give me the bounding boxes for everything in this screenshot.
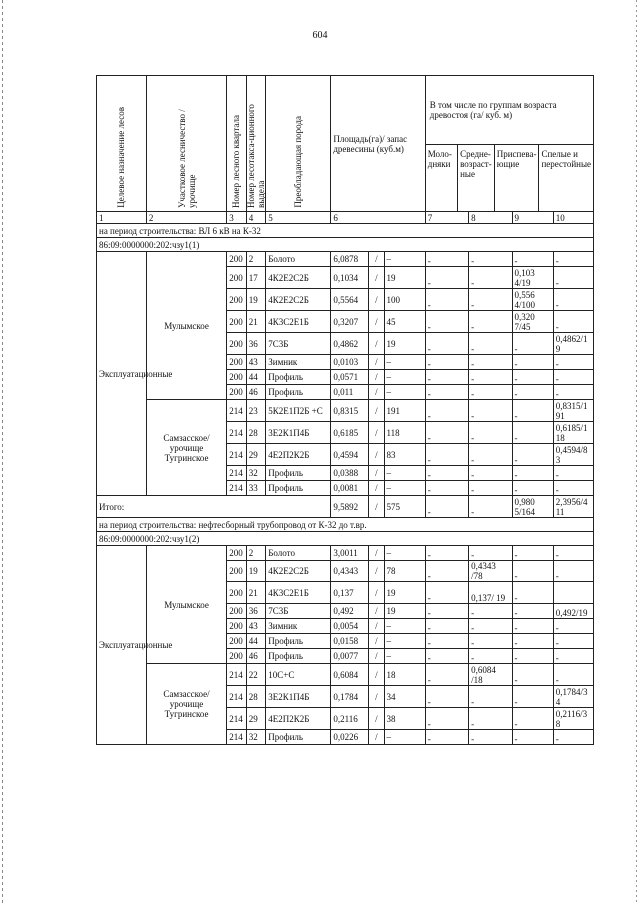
column-number: 7 [425, 212, 468, 224]
stand-cell: 28 [246, 422, 266, 444]
total-mature: 2,3956/4 11 [553, 496, 593, 518]
species-cell: 4К2Е2С2Б [266, 267, 331, 289]
column-number: 8 [469, 212, 512, 224]
young-cell: - [425, 252, 468, 267]
quarter-cell: 200 [227, 582, 247, 604]
volume-cell: – [384, 649, 425, 664]
volume-cell: – [384, 546, 425, 561]
mature-cell: - [553, 619, 593, 634]
period-label: на период строительства: нефтесборный трубопровод от К-32 до т.вр. [97, 518, 594, 532]
volume-cell: – [384, 481, 425, 496]
volume-cell: 19 [384, 267, 425, 289]
young-cell: - [425, 311, 468, 333]
slash-cell: / [369, 686, 384, 708]
stand-cell: 46 [246, 385, 266, 400]
species-cell: Профиль [266, 466, 331, 481]
young-cell: - [425, 289, 468, 311]
area-cell: 3,0011 [331, 546, 369, 561]
period-label: на период строительства: ВЛ 6 кВ на К-32 [97, 224, 594, 238]
area-cell: 0,011 [331, 385, 369, 400]
species-cell: 4К3С2Е1Б [266, 582, 331, 604]
quarter-cell: 200 [227, 252, 247, 267]
page-number: 604 [312, 30, 328, 41]
mature-cell: - [553, 664, 593, 686]
young-cell: - [425, 333, 468, 355]
mature-cell [553, 582, 593, 604]
premature-cell: - [512, 634, 553, 649]
premature-cell: - [512, 333, 553, 355]
species-cell: 4К2Е2С2Б [266, 289, 331, 311]
volume-cell: 100 [384, 289, 425, 311]
stand-cell: 2 [246, 546, 266, 561]
species-cell: 4К3С2Е1Б [266, 311, 331, 333]
volume-cell: – [384, 370, 425, 385]
column-number: 1 [97, 212, 147, 224]
area-cell: 0,4862 [331, 333, 369, 355]
period-row [97, 518, 594, 532]
forest-stand-table [96, 75, 594, 745]
young-cell: - [425, 355, 468, 370]
premature-cell: - [512, 686, 553, 708]
area-cell: 0,492 [331, 604, 369, 619]
premature-cell: - [512, 708, 553, 730]
middle-cell: - [469, 289, 512, 311]
volume-cell: 78 [384, 561, 425, 582]
slash-cell: / [369, 400, 384, 422]
header-species: Преобладающая порода [266, 76, 331, 212]
area-cell: 0,0081 [331, 481, 369, 496]
young-cell: - [425, 664, 468, 686]
middle-cell: - [469, 708, 512, 730]
volume-cell: 191 [384, 400, 425, 422]
mature-cell: - [553, 730, 593, 745]
volume-cell: 19 [384, 333, 425, 355]
area-cell: 0,3207 [331, 311, 369, 333]
mature-cell: 0,492/19 [553, 604, 593, 619]
volume-cell: – [384, 252, 425, 267]
stand-cell: 21 [246, 311, 266, 333]
volume-cell: 118 [384, 422, 425, 444]
slash-cell: / [369, 311, 384, 333]
middle-cell: - [469, 422, 512, 444]
column-number: 9 [512, 212, 553, 224]
volume-cell: 19 [384, 604, 425, 619]
quarter-cell: 200 [227, 385, 247, 400]
young-cell: - [425, 619, 468, 634]
mature-cell: - [553, 481, 593, 496]
premature-cell: - [512, 444, 553, 466]
area-cell: 0,6084 [331, 664, 369, 686]
young-cell: - [425, 370, 468, 385]
quarter-cell: 200 [227, 311, 247, 333]
stand-cell: 36 [246, 333, 266, 355]
middle-cell: - [469, 546, 512, 561]
header-area: Площадь(га)/ запас древесины (куб.м) [331, 76, 425, 212]
middle-cell: 0,137/ 19 [469, 582, 512, 604]
premature-cell: 0,103 4/19 [512, 267, 553, 289]
middle-cell: - [469, 444, 512, 466]
slash-cell: / [369, 604, 384, 619]
slash-cell: / [369, 422, 384, 444]
middle-cell: 0,6084 /18 [469, 664, 512, 686]
mature-cell: - [553, 649, 593, 664]
species-cell: Зимник [266, 355, 331, 370]
table-row [97, 400, 594, 422]
species-cell: Болото [266, 546, 331, 561]
total-row [97, 496, 594, 518]
stand-cell: 28 [246, 686, 266, 708]
middle-cell: - [469, 252, 512, 267]
species-cell: Профиль [266, 730, 331, 745]
stand-cell: 19 [246, 561, 266, 582]
area-cell: 0,4343 [331, 561, 369, 582]
mature-cell: 0,6185/1 18 [553, 422, 593, 444]
stand-cell: 29 [246, 444, 266, 466]
middle-cell: - [469, 604, 512, 619]
header-forestry: Участковое лесничество / урочище [146, 76, 226, 212]
quarter-cell: 214 [227, 444, 247, 466]
premature-cell: - [512, 370, 553, 385]
young-cell: - [425, 582, 468, 604]
stand-cell: 19 [246, 289, 266, 311]
premature-cell: - [512, 582, 553, 604]
slash-cell: / [369, 444, 384, 466]
stand-cell: 22 [246, 664, 266, 686]
middle-cell: - [469, 649, 512, 664]
premature-cell: - [512, 481, 553, 496]
premature-cell: - [512, 649, 553, 664]
premature-cell: - [512, 561, 553, 582]
young-cell: - [425, 422, 468, 444]
mature-cell: 0,4594/8 3 [553, 444, 593, 466]
stand-cell: 43 [246, 355, 266, 370]
quarter-cell: 200 [227, 649, 247, 664]
species-cell: Профиль [266, 481, 331, 496]
mature-cell: - [553, 546, 593, 561]
mature-cell: - [553, 289, 593, 311]
species-cell: 4Е2П2К2Б [266, 708, 331, 730]
mature-cell: - [553, 561, 593, 582]
species-cell: Болото [266, 252, 331, 267]
species-cell: Профиль [266, 634, 331, 649]
quarter-cell: 214 [227, 708, 247, 730]
species-cell: Профиль [266, 649, 331, 664]
stand-cell: 46 [246, 649, 266, 664]
area-cell: 6,0878 [331, 252, 369, 267]
slash-cell: / [369, 546, 384, 561]
volume-cell: 18 [384, 664, 425, 686]
young-cell: - [425, 604, 468, 619]
slash-cell: / [369, 466, 384, 481]
header-purpose: Целевое назначение лесов [97, 76, 147, 212]
header-young: Моло-дняки [426, 145, 458, 211]
mature-cell: - [553, 370, 593, 385]
species-cell: Профиль [266, 370, 331, 385]
purpose-cell: Эксплуатационные [97, 546, 147, 745]
area-cell: 0,6185 [331, 422, 369, 444]
mature-cell: - [553, 385, 593, 400]
volume-cell: – [384, 385, 425, 400]
forestry-cell: Самзасское/ урочище Тугринское [146, 664, 226, 745]
volume-cell: – [384, 619, 425, 634]
volume-cell: 34 [384, 686, 425, 708]
middle-cell: - [469, 267, 512, 289]
premature-cell: 0,556 4/100 [512, 289, 553, 311]
slash-cell: / [369, 355, 384, 370]
total-volume: 575 [384, 496, 425, 518]
mature-cell: - [553, 355, 593, 370]
middle-cell: 0,4343 /78 [469, 561, 512, 582]
quarter-cell: 200 [227, 561, 247, 582]
slash-cell: / [369, 252, 384, 267]
stand-cell: 2 [246, 252, 266, 267]
purpose-cell: Эксплуатационные [97, 252, 147, 496]
forestry-cell: Самзасское/ урочище Тугринское [146, 400, 226, 496]
quarter-cell: 200 [227, 355, 247, 370]
premature-cell: - [512, 385, 553, 400]
header-age-groups-title: В том числе по группам возраста древостоя (га/ куб. м) [426, 76, 593, 145]
volume-cell: – [384, 730, 425, 745]
volume-cell: – [384, 466, 425, 481]
total-label: Итого: [97, 496, 331, 518]
header-middle: Средне-возраст-ные [458, 145, 495, 211]
volume-cell: 83 [384, 444, 425, 466]
stand-cell: 23 [246, 400, 266, 422]
mature-cell: - [553, 267, 593, 289]
middle-cell: - [469, 385, 512, 400]
stand-cell: 17 [246, 267, 266, 289]
header-premature: Приспева-ющие [495, 145, 540, 211]
cadastral-number: 86:09:0000000:202:чзу1(1) [97, 238, 594, 252]
mature-cell: 0,4862/1 9 [553, 333, 593, 355]
mature-cell: - [553, 311, 593, 333]
young-cell: - [425, 400, 468, 422]
column-number: 10 [553, 212, 593, 224]
area-cell: 0,137 [331, 582, 369, 604]
middle-cell: - [469, 686, 512, 708]
slash-cell: / [369, 481, 384, 496]
slash-cell: / [369, 582, 384, 604]
stand-cell: 32 [246, 730, 266, 745]
cadastral-row [97, 532, 594, 546]
area-cell: 0,0077 [331, 649, 369, 664]
period-row [97, 224, 594, 238]
scan-edge-left [2, 0, 3, 905]
species-cell: 4К2Е2С2Б [266, 561, 331, 582]
column-number: 5 [266, 212, 331, 224]
quarter-cell: 200 [227, 546, 247, 561]
table-row [97, 546, 594, 561]
header-quarter: Номер лесного квартала [227, 76, 247, 212]
slash-cell: / [369, 370, 384, 385]
slash-cell: / [369, 289, 384, 311]
quarter-cell: 200 [227, 619, 247, 634]
premature-cell: - [512, 546, 553, 561]
column-number: 4 [246, 212, 266, 224]
header-age-groups [425, 76, 593, 212]
middle-cell: - [469, 730, 512, 745]
table-row [97, 252, 594, 267]
total-premature: 0,980 5/164 [512, 496, 553, 518]
area-cell: 0,2116 [331, 708, 369, 730]
middle-cell: - [469, 400, 512, 422]
middle-cell: - [469, 481, 512, 496]
premature-cell: - [512, 664, 553, 686]
premature-cell: 0,320 7/45 [512, 311, 553, 333]
young-cell: - [425, 546, 468, 561]
slash-cell: / [369, 561, 384, 582]
premature-cell: - [512, 355, 553, 370]
quarter-cell: 200 [227, 333, 247, 355]
slash-cell: / [369, 496, 384, 518]
cadastral-number: 86:09:0000000:202:чзу1(2) [97, 532, 594, 546]
quarter-cell: 214 [227, 730, 247, 745]
forestry-cell: Мулымское [146, 546, 226, 664]
species-cell: 4Е2П2К2Б [266, 444, 331, 466]
stand-cell: 44 [246, 370, 266, 385]
slash-cell: / [369, 730, 384, 745]
premature-cell: - [512, 422, 553, 444]
stand-cell: 32 [246, 466, 266, 481]
area-cell: 0,0054 [331, 619, 369, 634]
premature-cell: - [512, 730, 553, 745]
young-cell: - [425, 686, 468, 708]
quarter-cell: 200 [227, 634, 247, 649]
slash-cell: / [369, 619, 384, 634]
young-cell: - [425, 730, 468, 745]
cadastral-row [97, 238, 594, 252]
stand-cell: 21 [246, 582, 266, 604]
area-cell: 0,4594 [331, 444, 369, 466]
area-cell: 0,0226 [331, 730, 369, 745]
header-row [97, 76, 594, 212]
quarter-cell: 214 [227, 466, 247, 481]
volume-cell: 19 [384, 582, 425, 604]
column-number: 3 [227, 212, 247, 224]
slash-cell: / [369, 649, 384, 664]
quarter-cell: 214 [227, 481, 247, 496]
premature-cell: - [512, 619, 553, 634]
young-cell: - [425, 466, 468, 481]
stand-cell: 44 [246, 634, 266, 649]
young-cell: - [425, 267, 468, 289]
quarter-cell: 214 [227, 664, 247, 686]
species-cell: 3Е2К1П4Б [266, 686, 331, 708]
mature-cell: 0,2116/3 8 [553, 708, 593, 730]
mature-cell: - [553, 466, 593, 481]
area-cell: 0,8315 [331, 400, 369, 422]
slash-cell: / [369, 333, 384, 355]
quarter-cell: 200 [227, 604, 247, 619]
stand-cell: 36 [246, 604, 266, 619]
quarter-cell: 214 [227, 686, 247, 708]
slash-cell: / [369, 385, 384, 400]
mature-cell: 0,8315/1 91 [553, 400, 593, 422]
quarter-cell: 200 [227, 289, 247, 311]
species-cell: 5К2Е1П2Б +С [266, 400, 331, 422]
premature-cell: - [512, 252, 553, 267]
stand-cell: 43 [246, 619, 266, 634]
total-young: - [425, 496, 468, 518]
young-cell: - [425, 649, 468, 664]
area-cell: 0,1784 [331, 686, 369, 708]
premature-cell: - [512, 466, 553, 481]
total-middle: - [469, 496, 512, 518]
young-cell: - [425, 385, 468, 400]
middle-cell: - [469, 370, 512, 385]
scan-edge-right [636, 0, 637, 905]
header-mature: Спелые и перестойные [541, 149, 591, 169]
area-cell: 0,1034 [331, 267, 369, 289]
quarter-cell: 200 [227, 267, 247, 289]
middle-cell: - [469, 311, 512, 333]
species-cell: 10С+С [266, 664, 331, 686]
slash-cell: / [369, 267, 384, 289]
area-cell: 0,0103 [331, 355, 369, 370]
premature-cell: - [512, 604, 553, 619]
column-number-row [97, 212, 594, 224]
column-number: 6 [331, 212, 425, 224]
middle-cell: - [469, 333, 512, 355]
middle-cell: - [469, 466, 512, 481]
young-cell: - [425, 561, 468, 582]
mature-cell: 0,1784/3 4 [553, 686, 593, 708]
stand-cell: 29 [246, 708, 266, 730]
quarter-cell: 200 [227, 370, 247, 385]
middle-cell: - [469, 634, 512, 649]
area-cell: 0,5564 [331, 289, 369, 311]
total-area: 9,5892 [331, 496, 369, 518]
young-cell: - [425, 481, 468, 496]
young-cell: - [425, 444, 468, 466]
volume-cell: 38 [384, 708, 425, 730]
table-row [97, 664, 594, 686]
species-cell: 7С3Б [266, 333, 331, 355]
slash-cell: / [369, 634, 384, 649]
species-cell: 3Е2К1П4Б [266, 422, 331, 444]
mature-cell: - [553, 252, 593, 267]
slash-cell: / [369, 664, 384, 686]
volume-cell: 45 [384, 311, 425, 333]
species-cell: 7С3Б [266, 604, 331, 619]
volume-cell: – [384, 634, 425, 649]
volume-cell: – [384, 355, 425, 370]
forestry-cell: Мулымское [146, 252, 226, 400]
species-cell: Зимник [266, 619, 331, 634]
mature-cell: - [553, 634, 593, 649]
quarter-cell: 214 [227, 400, 247, 422]
middle-cell: - [469, 355, 512, 370]
slash-cell: / [369, 708, 384, 730]
middle-cell: - [469, 619, 512, 634]
quarter-cell: 214 [227, 422, 247, 444]
column-number: 2 [146, 212, 226, 224]
header-stand: Номер лесотакса-ционного выдела [246, 76, 266, 212]
area-cell: 0,0158 [331, 634, 369, 649]
stand-cell: 33 [246, 481, 266, 496]
young-cell: - [425, 634, 468, 649]
premature-cell: - [512, 400, 553, 422]
species-cell: Профиль [266, 385, 331, 400]
area-cell: 0,0388 [331, 466, 369, 481]
area-cell: 0,0571 [331, 370, 369, 385]
young-cell: - [425, 708, 468, 730]
